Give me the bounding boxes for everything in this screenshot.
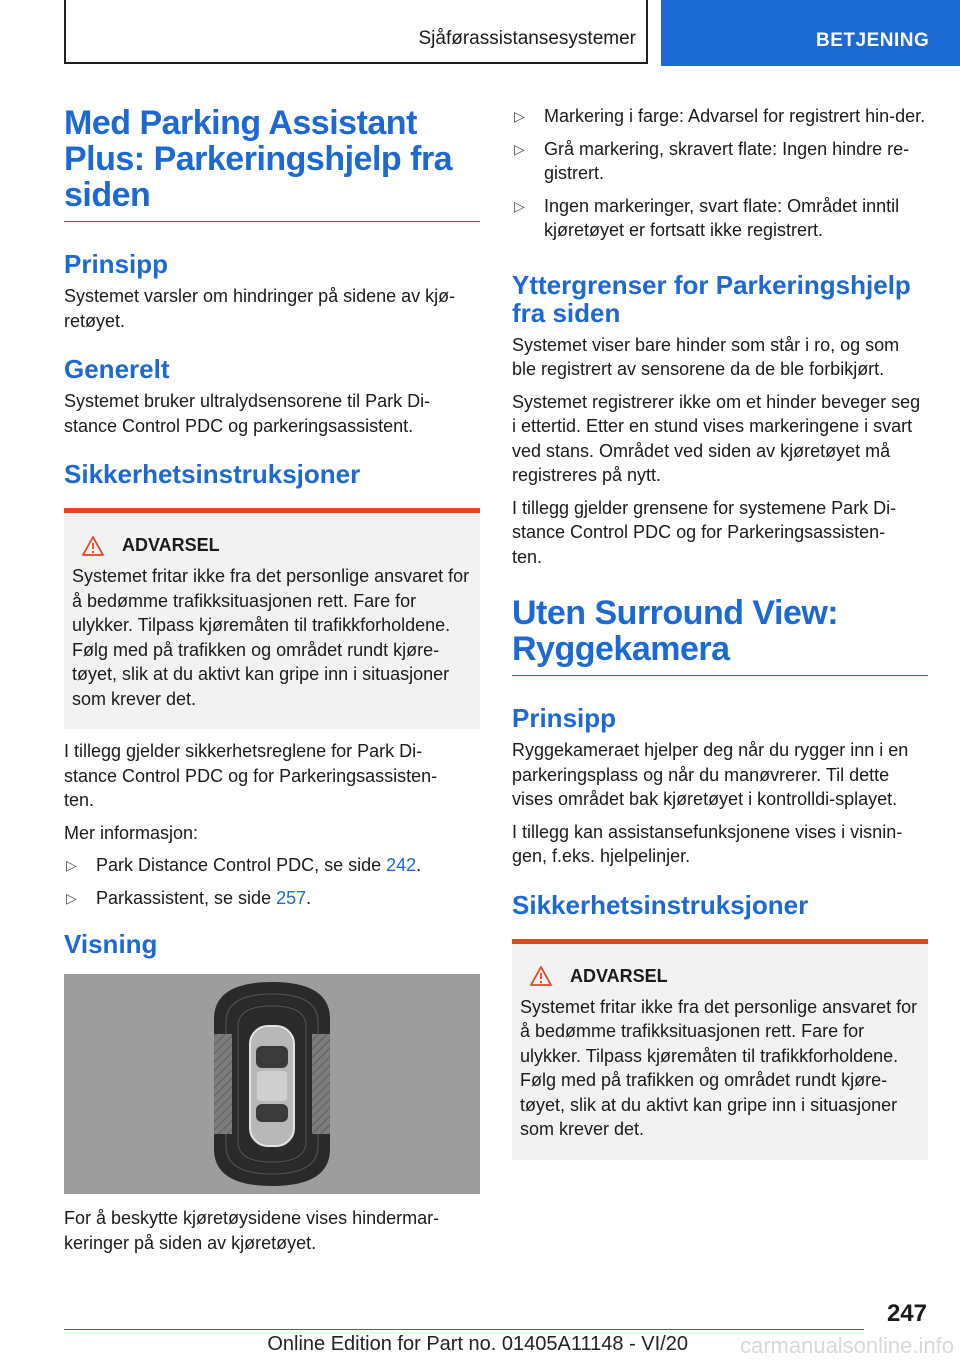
edition-text: Online Edition for Part no. 01405A11148 - VI/20 [267, 1333, 688, 1355]
warning-text: Systemet fritar ikke fra det personlige ansvaret for å bedømme trafikksituasjonen rett. Fare for ulykker. Tilpass kjøremåten til trafikkforholdene. Følg med på trafikken og området rundt kjøre-tøyet, slik at du aktivt kan gripe inn i situasjoner som krever det. [72, 566, 470, 709]
car-top-view-image [64, 974, 480, 1194]
list-item: ▷ Parkassistent, se side 257. [64, 886, 480, 911]
marking-text: Markering i farge: Advarsel for registrert hin-der. [544, 106, 926, 126]
link-text: Parkassistent, se side [96, 887, 277, 908]
safety-heading: Sikkerhetsinstruksjoner [64, 459, 361, 489]
list-item: ▷ Park Distance Control PDC, se side 242. [64, 853, 480, 878]
list-item [512, 137, 928, 186]
marking-text: Ingen markeringer, svart flate: Området inntil kjøretøyet er fortsatt ikke registrert. [544, 195, 900, 240]
figure-caption: For å beskytte kjøretøysidene vises hindermar-keringer på siden av kjøretøyet. [64, 1208, 440, 1253]
principle-heading: Prinsipp [64, 249, 169, 279]
bullet-triangle-icon: ▷ [514, 108, 525, 124]
extra-rules-text: I tillegg gjelder sikkerhetsreglene for Park Di-stance Control PDC og for Parkeringsassisten-ten. [64, 741, 438, 810]
page-link-257[interactable]: 257 [276, 887, 307, 908]
warning-header [520, 966, 920, 987]
principle-text: Systemet varsler om hindringer på sidene av kjø-retøyet. [64, 286, 456, 331]
camera-principle-paragraph-2: I tillegg kan assistansefunksjonene vises i visnin-gen, f.eks. hjelpelinjer. [512, 821, 903, 866]
warning-header [72, 535, 472, 556]
warning-triangle-icon [530, 966, 552, 986]
bullet-triangle-icon: ▷ [66, 857, 77, 873]
camera-safety-heading: Sikkerhetsinstruksjoner [512, 889, 809, 920]
camera-title: Uten Surround View: Ryggekamera [512, 595, 928, 676]
left-column [64, 100, 480, 1255]
list-item [512, 194, 928, 243]
bullet-triangle-icon: ▷ [514, 197, 525, 214]
camera-principle-heading: Prinsipp [512, 703, 617, 733]
limits-paragraph-2: Systemet registrerer ikke om et hinder beveger seg i ettertid. Etter en stund vises markeringene i svart ved stans. Området ved siden av kjøretøyet må registreres på nytt. [512, 391, 921, 485]
warning-triangle-icon [82, 536, 104, 556]
page-title: Med Parking Assistant Plus: Parkeringshjelp fra siden [64, 105, 480, 222]
section-title: Sjåførassistansesystemer [418, 28, 636, 49]
bullet-triangle-icon: ▷ [66, 889, 77, 906]
chapter-tab[interactable]: BETJENING [661, 0, 960, 66]
bullet-triangle-icon: ▷ [514, 140, 525, 157]
more-info-label: Mer informasjon: [64, 822, 199, 843]
parking-display-illustration [64, 974, 480, 1194]
limits-paragraph-3: I tillegg gjelder grensene for systemene Park Di-stance Control PDC og for Parkeringsassisten-ten. [512, 497, 897, 567]
general-heading: Generelt [64, 354, 170, 384]
camera-principle-paragraph-1: Ryggekameraet hjelper deg når du rygger inn i en parkeringsplass og når du manøvrerer. Til dette vises området bak kjøretøyet i kontrolldi-splayet. [512, 740, 909, 809]
list-item [512, 104, 928, 129]
page-link-242[interactable]: 242 [386, 855, 417, 875]
footer-divider [64, 1329, 864, 1330]
page-number: 247 [886, 1300, 927, 1327]
display-heading: Visning [64, 929, 158, 959]
limits-paragraph-1: Systemet viser bare hinder som står i ro, og som ble registrert av sensorene da de ble forbikjørt. [512, 334, 900, 379]
warning-box [64, 508, 480, 729]
warning-text: Systemet fritar ikke fra det personlige ansvaret for å bedømme trafikksituasjonen rett. Fare for ulykker. Tilpass kjøremåten til trafikkforholdene. Følg med på trafikken og området rundt kjøre-tøyet, slik at du aktivt kan gripe inn i situasjoner som krever det. [520, 996, 918, 1139]
camera-warning-box [512, 939, 928, 1160]
watermark: carmanualsonline.info [739, 1333, 954, 1358]
marking-text: Grå markering, skravert flate: Ingen hindre re-gistrert. [544, 138, 910, 183]
link-list [64, 853, 480, 910]
general-text: Systemet bruker ultralydsensorene til Park Di-stance Control PDC og parkeringsassistent. [64, 391, 431, 436]
limits-heading: Yttergrenser for Parkeringshjelp fra siden [512, 269, 911, 328]
right-column [512, 100, 928, 1160]
warning-title: ADVARSEL [570, 965, 668, 986]
warning-title: ADVARSEL [122, 535, 220, 555]
markings-list [512, 104, 928, 243]
link-text: Park Distance Control PDC, se side [96, 855, 387, 875]
